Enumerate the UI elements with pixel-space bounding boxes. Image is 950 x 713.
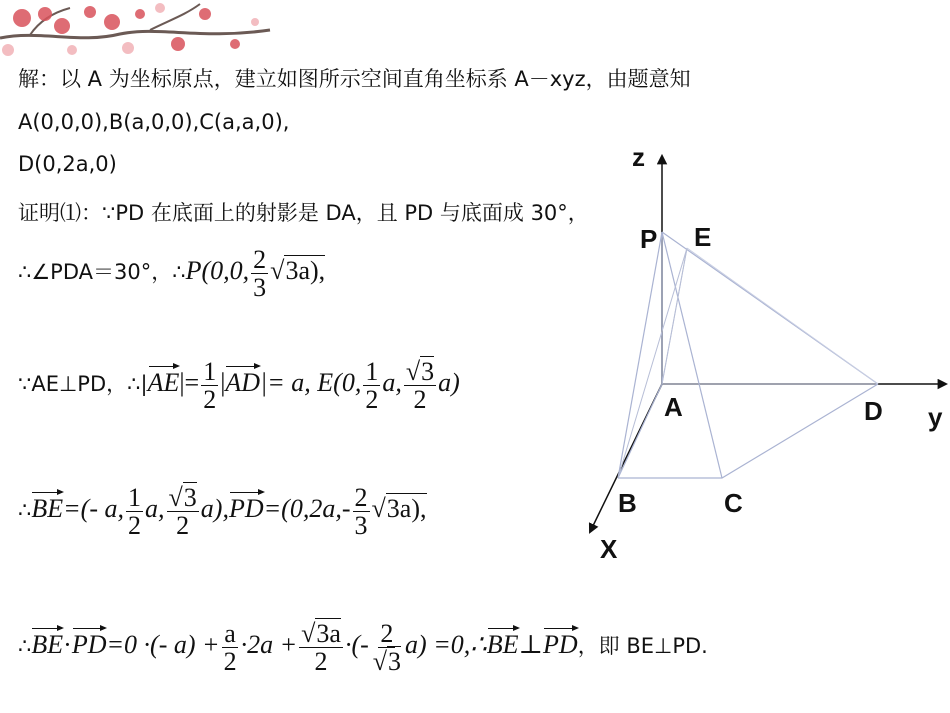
label-p: P bbox=[640, 224, 658, 254]
label-b: B bbox=[618, 488, 637, 518]
point-e-line: ∵AE⊥PD，∴|AE|= $\frac{1}{2}$ |AD|= a, E(0, $\frac{1}{2}$ a, $\frac{√3}{2}$ a) bbox=[18, 357, 460, 415]
pyramid-coordinate-diagram bbox=[580, 140, 950, 570]
solution-intro: 解：以 A 为坐标原点，建立如图所示空间直角坐标系 A－xyz，由题意知 bbox=[18, 67, 691, 91]
coordinates-abc: A(0,0,0),B(a,0,0),C(a,a,0), bbox=[18, 110, 290, 134]
label-d: D bbox=[864, 396, 883, 426]
proof-premise: 证明⑴：∵PD 在底面上的射影是 DA，且 PD 与底面成 30°， bbox=[18, 201, 589, 225]
label-e: E bbox=[694, 222, 712, 252]
label-y: y bbox=[928, 402, 943, 432]
fraction-2-3: $\frac{2}{3}$ bbox=[253, 245, 267, 303]
dot-product-line: ∴BE·PD=0 ·(- a) + $\frac{a}{2}$ ·2a + $\frac{√3a}{2}$ ·(- $\frac{2}{√3}$ a) =0,∴BE⊥PD，即 BE⊥PD. bbox=[18, 619, 708, 677]
label-z: z bbox=[632, 142, 645, 172]
point-p-line: ∴∠PDA＝30°，∴P(0,0, $\frac{2}{3}$ √3a), bbox=[18, 245, 326, 303]
fraction-1-2: $\frac{1}{2}$ bbox=[203, 357, 217, 415]
plum-blossom-decoration bbox=[0, 0, 280, 70]
coordinate-d: D(0,2a,0) bbox=[18, 152, 117, 176]
base-quadrilateral bbox=[618, 384, 878, 478]
vectors-be-pd-line: ∴BE=(- a, $\frac{1}{2}$ a, $\frac{√3}{2}$ a),PD=(0,2a,- $\frac{2}{3}$ √3a), bbox=[18, 483, 427, 541]
label-x: X bbox=[600, 534, 618, 564]
label-a: A bbox=[664, 392, 683, 422]
label-c: C bbox=[724, 488, 743, 518]
